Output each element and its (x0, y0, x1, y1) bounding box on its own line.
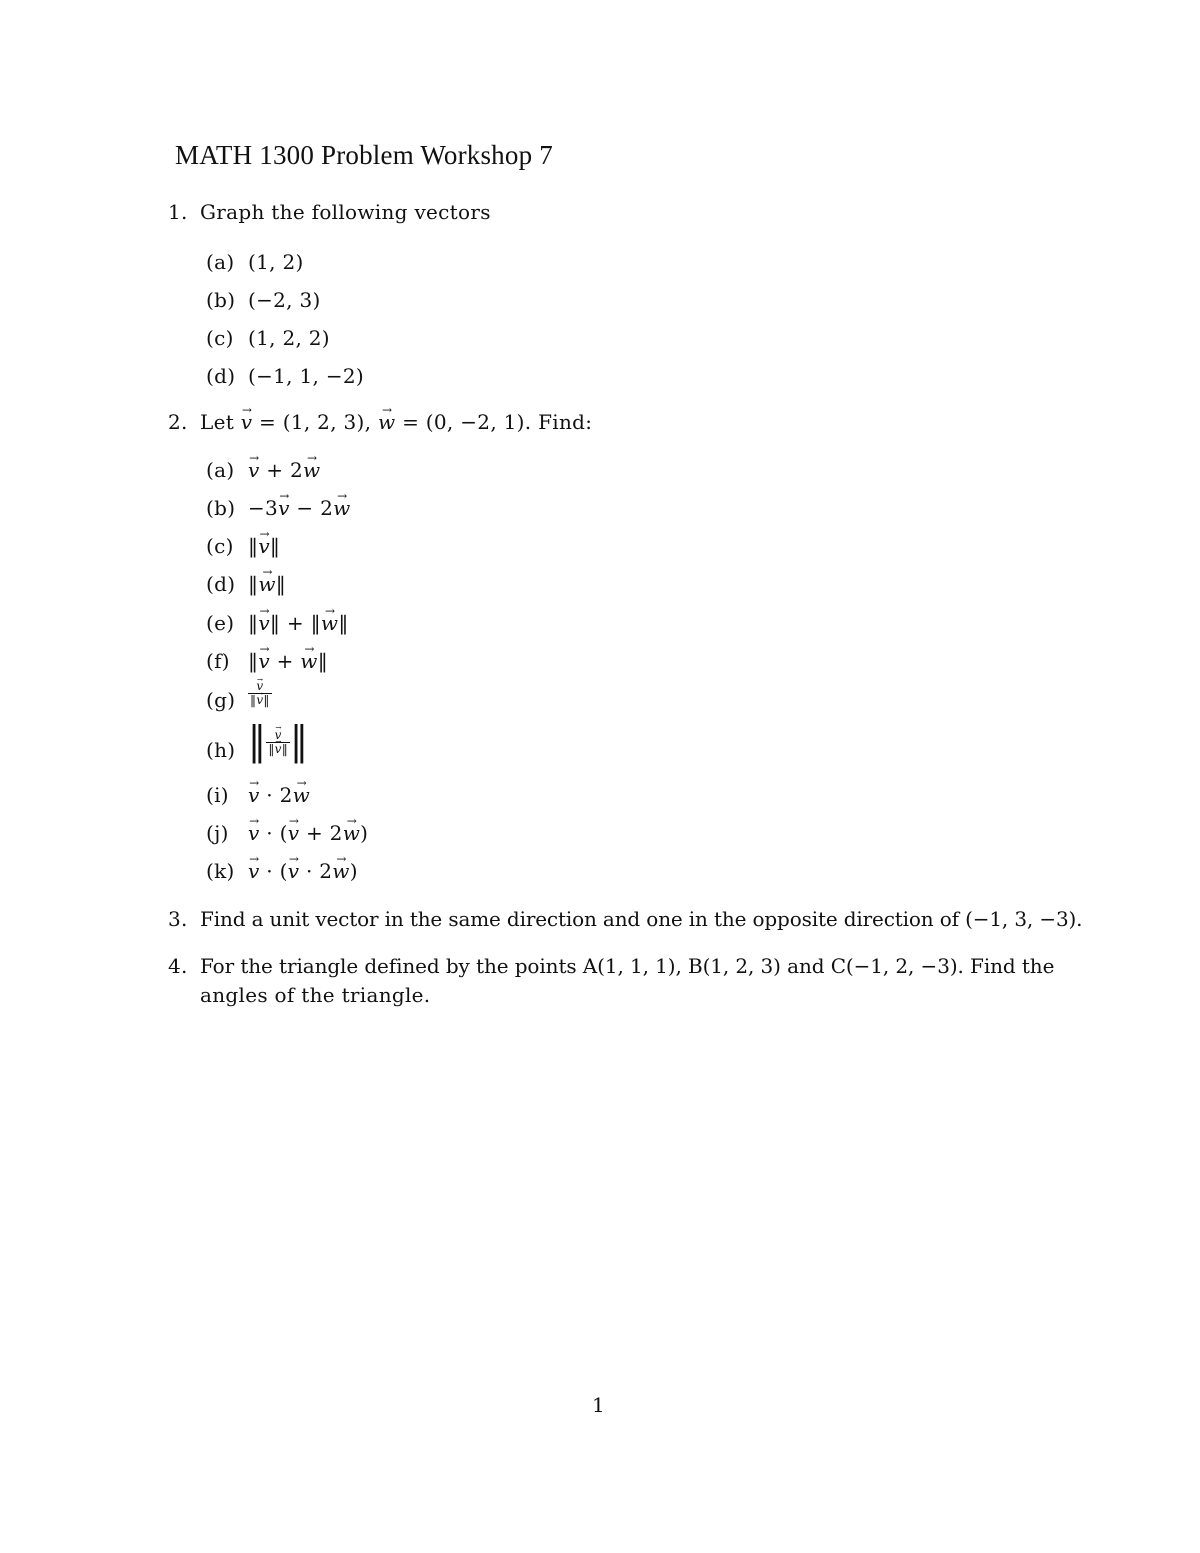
q4-text-line1: For the triangle defined by the points A(1, 1, 1), B(1, 2, 3) and C(−1, 2, −3). Find the (200, 954, 1055, 978)
q2-item-expr: ‖→ v‖ + ‖→ w‖ (248, 611, 349, 635)
q1-item-label: (c) (206, 326, 234, 350)
q2-item-label: (j) (206, 821, 229, 845)
q2-item-label: (e) (206, 611, 235, 635)
q2-item-expr: → v · (→ v · 2→ w) (248, 859, 358, 883)
q2-number: 2. (168, 410, 188, 434)
q2-item-label: (h) (206, 738, 236, 762)
q1-item-label: (b) (206, 288, 236, 312)
q2-item-label: (f) (206, 649, 230, 673)
q2-item-expr: ‖→ w‖ (248, 572, 286, 596)
q2-item-expr: → v + 2→ w (248, 458, 320, 482)
q4-number: 4. (168, 954, 188, 978)
q1-item-expr: (−1, 1, −2) (248, 364, 365, 388)
q2-item-expr: ‖ → $\frac{v}{‖\to v‖}$ ‖ (248, 724, 308, 760)
q3-number: 3. (168, 907, 188, 931)
q3-text: Find a unit vector in the same direction and one in the opposite direction of (−1, 3, −3). (200, 907, 1083, 931)
q2-item-label: (k) (206, 859, 235, 883)
q2-item-expr: → $\frac{v}{‖\to v‖}$ (248, 680, 272, 707)
q2-item-label: (b) (206, 496, 236, 520)
q1-item-expr: (−2, 3) (248, 288, 321, 312)
q1-item-label: (a) (206, 250, 235, 274)
q2-item-label: (d) (206, 572, 236, 596)
q4-text-line2: angles of the triangle. (200, 983, 431, 1007)
q2-item-label: (c) (206, 534, 234, 558)
q2-statement: Let → v = (1, 2, 3), → w = (0, −2, 1). Find: (200, 410, 592, 434)
q2-item-expr: → v · (→ v + 2→ w) (248, 821, 368, 845)
q1-text: Graph the following vectors (200, 200, 491, 224)
q2-item-expr: → v · 2→ w (248, 783, 310, 807)
q2-item-label: (i) (206, 783, 229, 807)
page-title: MATH 1300 Problem Workshop 7 (175, 140, 553, 170)
q2-item-expr: −3→ v − 2→ w (248, 496, 351, 520)
q1-item-expr: (1, 2) (248, 250, 304, 274)
q2-item-expr: ‖→ v‖ (248, 534, 280, 558)
q1-item-expr: (1, 2, 2) (248, 326, 330, 350)
page-number: 1 (592, 1393, 605, 1417)
q2-item-label: (a) (206, 458, 235, 482)
q1-number: 1. (168, 200, 188, 224)
q2-item-expr: ‖→ v + → w‖ (248, 649, 328, 673)
q2-item-label: (g) (206, 688, 236, 712)
q1-item-label: (d) (206, 364, 236, 388)
